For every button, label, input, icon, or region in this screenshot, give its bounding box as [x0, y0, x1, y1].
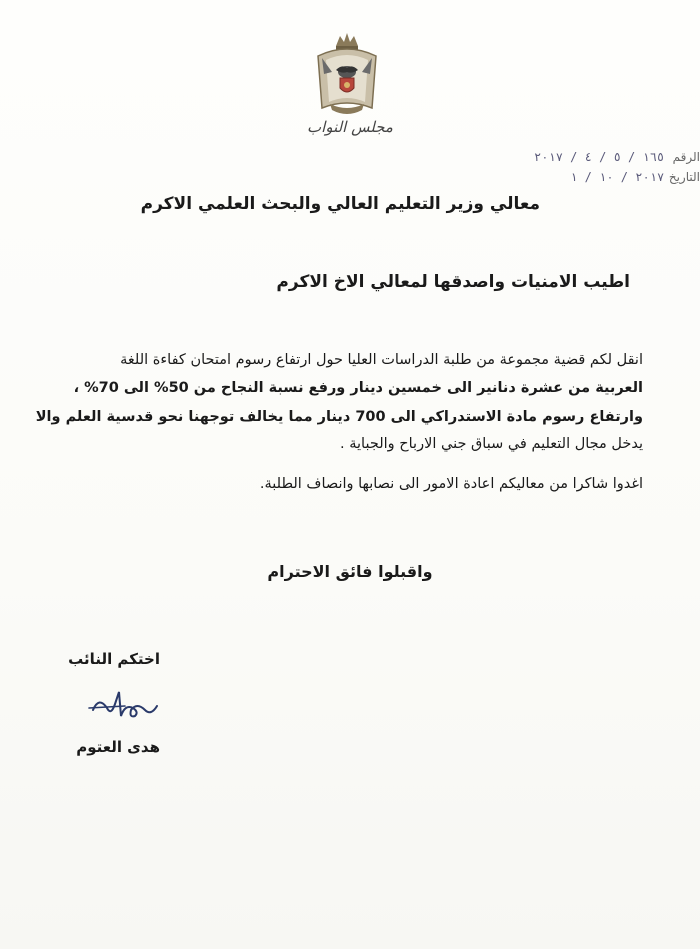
- date-row: [460, 170, 700, 190]
- reference-number-row: [460, 150, 700, 170]
- body-line: العربية من عشرة دنانير الى خمسين دينار ورفع نسبة النجاح من 50% الى 70% ،: [73, 380, 643, 396]
- addressee: معالي وزير التعليم العالي والبحث العلمي الاكرم: [140, 194, 540, 214]
- greeting: اطيب الامنيات واصدقها لمعالي الاخ الاكرم: [276, 272, 630, 292]
- council-name: مجلس النواب: [307, 118, 393, 136]
- body-line: اغدوا شاكرا من معاليكم اعادة الامور الى نصابها وانصاف الطلبة.: [259, 476, 643, 492]
- date-label: التاريخ: [668, 170, 700, 184]
- body-line: يدخل مجال التعليم في سباق جني الارباح والجباية .: [340, 436, 643, 452]
- reference-label: الرقم: [672, 150, 700, 164]
- signer-name: هدى العتوم: [76, 738, 160, 756]
- closing: واقبلوا فائق الاحترام: [267, 562, 433, 581]
- body-line: وارتفاع رسوم مادة الاستدراكي الى 700 دينار مما يخالف توجهنا نحو قدسية العلم والا: [35, 409, 643, 425]
- date-value: ٢٠١٧ / ١٠ / ١: [570, 170, 665, 184]
- sender-title: اختكم النائب: [68, 650, 160, 668]
- signature-icon: [85, 686, 165, 726]
- coat-of-arms-icon: [312, 28, 382, 120]
- reference-block: [460, 150, 700, 190]
- reference-value: ١٦٥ / ٥ / ٤ / ٢٠١٧: [534, 150, 665, 164]
- body-line: انقل لكم قضية مجموعة من طلبة الدراسات العليا حول ارتفاع رسوم امتحان كفاءة اللغة: [120, 352, 643, 368]
